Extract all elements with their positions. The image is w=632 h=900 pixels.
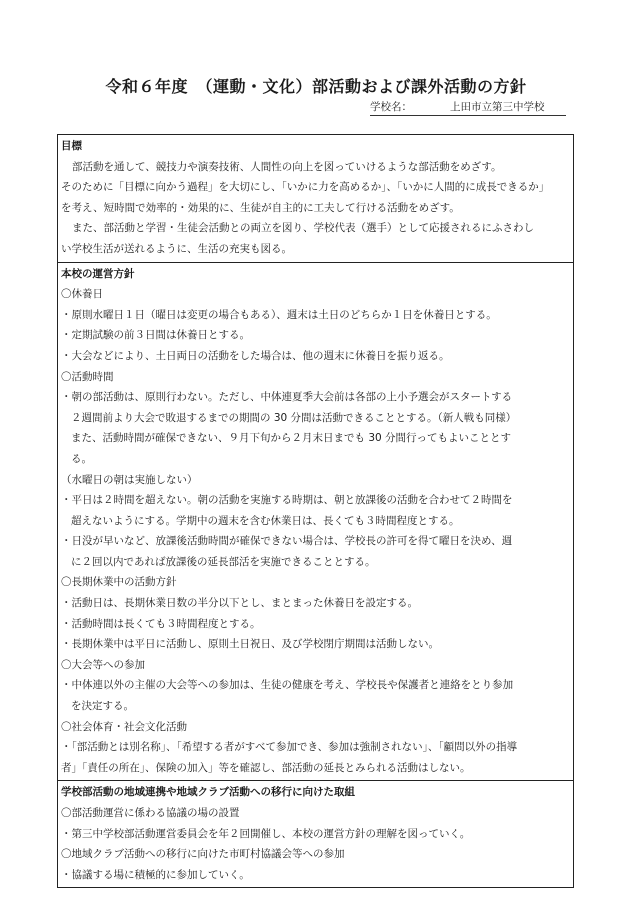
policy-bullet: ・定期試験の前３日間は休養日とする。 [61,329,250,342]
policy-continuation: また、活動時間が確保できない、９月下旬から２月末日までも 30 分間行ってもよいこととす [71,432,512,445]
document-title: 令和６年度 （運動・文化）部活動および課外活動の方針 [105,77,527,96]
policy-bullet: ・長期休業中は平日に活動し、原則土日祝日、及び学校閉庁期間は活動しない。 [61,638,439,651]
policy-bullet: ・大会などにより、土日両日の活動をした場合は、他の週末に休養日を振り返る。 [61,349,450,362]
goal-section [58,135,574,263]
goal-line: また、部活動と学習・生徒会活動との両立を図り、学校代表（選手）として応援されるにふさわし [72,222,534,235]
goal-line: を考え、短時間で効率的・効果的に、生徒が自主的に工夫して行ける活動をめざす。 [61,201,460,214]
goal-line: そのために「目標に向かう過程」を大切にし、「いかに力を高めるか」、「いかに人間的に成長できるか」 [61,181,550,194]
policy-bullet: ・活動日は、長期休業日数の半分以下とし、まとまった休養日を設定する。 [61,597,418,610]
goal-heading: 目標 [61,140,82,152]
goal-cell [58,135,574,263]
policy-subheading: 〇長期休業中の活動方針 [61,576,177,589]
policy-bullet: ・原則水曜日１日（曜日は変更の場合もある）、週末は土日のどちらか１日を休養日とする。 [61,308,497,321]
school-label: 学校名： [370,101,412,113]
policy-subheading: 〇大会等への参加 [61,658,145,671]
goal-line: 部活動を通して、競技力や演奏技術、人間性の向上を図っていけるような部活動をめざす。 [72,160,502,173]
community-bullet: ・第三中学校部活動運営委員会を年２回開催し、本校の運営方針の理解を図っていく。 [61,827,471,840]
policy-continuation: る。 [71,452,92,465]
policy-subheading: 〇休養日 [61,288,103,301]
school-name: 上田市立第三中学校 [450,101,545,113]
community-cell [58,781,574,888]
community-section [58,781,574,888]
community-subheading: 〇部活動運営に係わる協議の場の設置 [61,807,240,819]
policy-bullet: ・中体連以外の主催の大会等への参加は、生徒の健康を考え、学校長や保護者と連絡をとり参加 [61,679,514,692]
policy-bullet: ・「部活動とは別名称」、「希望する者がすべて参加でき、参加は強制されない」、「顧問以外の指導 [61,741,518,754]
policy-continuation: 超えないようにする。学期中の週末を含む休業日は、長くても３時間程度とする。 [71,514,460,527]
policy-bullet: ・活動時間は長くても３時間程度とする。 [61,617,261,630]
policy-bullet: ・平日は２時間を超えない。朝の活動を実施する時期は、朝と放課後の活動を合わせて２時間を [61,494,513,507]
school-name-line [370,99,566,116]
policy-continuation: 者」「責任の所在」、保険の加入」等を確認し、部活動の延長とみられる活動はしない。 [61,761,471,774]
policy-heading: 本校の運営方針 [61,267,135,280]
policy-note: （水曜日の朝は実施しない） [61,473,198,486]
goal-line: い学校生活が送れるように、生活の充実も図る。 [61,242,292,255]
policy-continuation: ２週間前より大会で敗退するまでの期間の 30 分間は活動できることとする。（新人戦も同様） [71,411,517,424]
policy-continuation: を決定する。 [71,700,134,713]
policy-cell [58,262,574,781]
community-heading: 学校部活動の地域連携や地域クラブ活動への移行に向けた取組 [61,786,355,799]
policy-table [57,134,574,888]
policy-subheading: 〇活動時間 [61,370,114,383]
policy-bullet: ・日没が早いなど、放課後活動時間が確保できない場合は、学校長の許可を得て曜日を決め、週 [61,535,513,548]
community-bullet: ・協議する場に積極的に参加していく。 [61,868,250,881]
policy-continuation: に２回以内であれば放課後の延長部活を実施できることとする。 [71,555,376,568]
community-subheading: 〇地域クラブ活動への移行に向けた市町村協議会等への参加 [61,848,345,861]
policy-section [58,262,574,781]
policy-bullet: ・朝の部活動は、原則行わない。ただし、中体連夏季大会前は各部の上小予選会がスタートする [61,391,513,404]
policy-subheading: 〇社会体育・社会文化活動 [61,720,187,733]
